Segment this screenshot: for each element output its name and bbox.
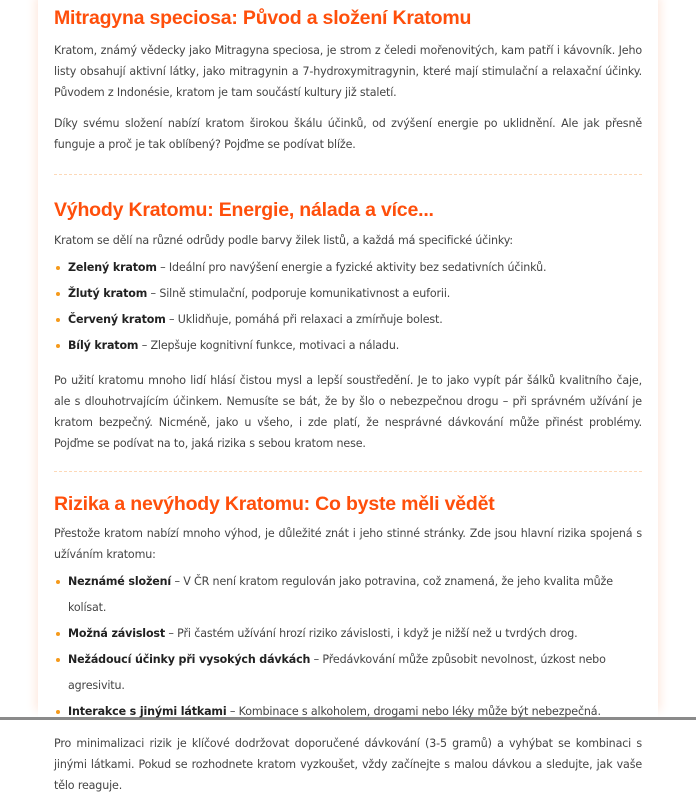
item-text: – V ČR není kratom regulován jako potravina, což znamená, že jeho kvalita může kolísat. [68,575,613,614]
risks-list [54,569,642,725]
bullet-icon [56,344,60,348]
paragraph: Díky svému složení nabízí kratom širokou škálu účinků, od zvýšení energie po uklidnění. Ale jak přesně funguje a proč je tak oblíbený? Pojďme se podívat blíže. [54,117,642,151]
item-text: – Silně stimulační, podporuje komunikativnost a euforii. [147,287,451,300]
item-term: Interakce s jinými látkami [68,705,227,718]
item-text: – Ideální pro navýšení energie a fyzické aktivity bez sedativních účinků. [156,261,547,274]
item-term: Červený kratom [68,313,166,326]
item-term: Nežádoucí účinky při vysokých dávkách [68,653,311,666]
bullet-icon [56,710,60,714]
item-term: Žlutý kratom [68,287,148,300]
list-item [54,255,642,281]
item-term: Možná závislost [68,627,166,640]
section-divider [54,471,642,472]
list-item [54,569,642,621]
list-item [54,621,642,647]
paragraph: Pro minimalizaci rizik je klíčové dodržovat doporučené dávkování (3-5 gramů) a vyhýbat se kombinaci s jinými látkami. Pokud se rozhodnete kratom vyzkoušet, vždy začínejte s malou dávkou a sledujte, jak vaše tělo reaguje. [54,737,642,792]
list-item [54,307,642,333]
item-term: Bílý kratom [68,339,139,352]
item-text: – Při častém užívání hrozí riziko závislosti, i když je nižší než u tvrdých drog. [165,627,578,640]
bullet-icon [56,632,60,636]
paragraph: Přestože kratom nabízí mnoho výhod, je důležité znát i jeho stinné stránky. Zde jsou hlavní rizika spojená s užíváním kratomu: [54,527,642,561]
item-term: Zelený kratom [68,261,157,274]
list-item [54,333,642,359]
article-content [54,0,642,796]
benefits-list [54,255,642,359]
item-term: Neznámé složení [68,575,172,588]
bullet-icon [56,266,60,270]
section-heading-risks: Rizika a nevýhody Kratomu: Co byste měli vědět [54,493,495,515]
section-divider [54,174,642,175]
paragraph: Kratom se dělí na různé odrůdy podle barvy žilek listů, a každá má specifické účinky: [54,234,513,247]
bullet-icon [56,580,60,584]
item-text: – Zlepšuje kognitivní funkce, motivaci a náladu. [138,339,400,352]
paragraph: Kratom, známý vědecky jako Mitragyna speciosa, je strom z čeledi mořenovitých, kam patří i kávovník. Jeho listy obsahují aktivní látky, jako mitragynin a 7-hydroxymitragynin, které mají stimulační a relaxační účinky. Původem z Indonésie, kratom je tam součástí kultury již staletí. [54,44,642,99]
bullet-icon [56,292,60,296]
section-heading-benefits: Výhody Kratomu: Energie, nálada a více... [54,199,434,221]
bullet-icon [56,318,60,322]
list-item [54,647,642,699]
item-text: – Předávkování může způsobit nevolnost, úzkost nebo agresivitu. [68,653,606,692]
item-text: – Kombinace s alkoholem, drogami nebo léky může být nebezpečná. [226,705,601,718]
list-item [54,281,642,307]
paragraph: Po užití kratomu mnoho lidí hlásí čistou mysl a lepší soustředění. Je to jako vypít pár šálků kvalitního čaje, ale s dlouhotrvajícím účinkem. Nemusíte se bát, že by šlo o nebezpečnou drogu – při správném užívání je kratom bezpečný. Nicméně, jako u všeho, i zde platí, že nesprávné dávkování může přinést problémy. Pojďme se podívat na to, jaká rizika s sebou kratom nese. [54,374,642,450]
item-text: – Uklidňuje, pomáhá při relaxaci a zmírňuje bolest. [165,313,443,326]
bullet-icon [56,658,60,662]
list-item [54,699,642,725]
section-heading-origin: Mitragyna speciosa: Původ a složení Kratomu [54,7,472,29]
